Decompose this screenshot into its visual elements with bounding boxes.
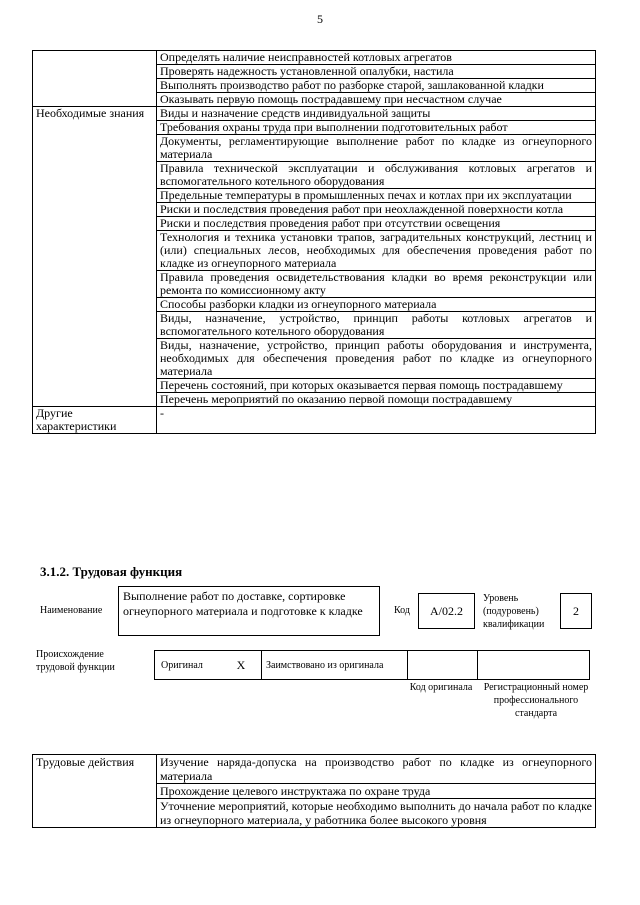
reg-number-cell [477,651,590,679]
row-label: Необходимые знания [33,107,157,407]
origin-row [154,650,590,680]
function-name: Выполнение работ по доставке, сортировке огнеупорного материала и подготовке к кладке [118,586,380,636]
row-text: Технология и техника установки трапов, заградительных конструкций, лестниц и (или) специальных лесов, необходимых для обеспечения проведения работ по кладке из огнеупорного материала [157,231,596,271]
row-text: Виды, назначение, устройство, принцип работы оборудования и инструмента, необходимых для обеспечения проведения работ по кладке из огнеупорного материала [157,339,596,379]
row-text: Требования охраны труда при выполнении подготовительных работ [157,121,596,135]
row-text: Документы, регламентирующие выполнение работ по кладке из огнеупорного материала [157,135,596,162]
actions-table [32,754,596,828]
borrowed-label: Заимствовано из оригинала [261,651,407,679]
row-text: Способы разборки кладки из огнеупорного материала [157,298,596,312]
page-number: 5 [317,12,323,26]
table-row [33,407,596,434]
code-value: А/02.2 [418,593,475,629]
row-text: Проверять надежность установленной опалубки, настила [157,65,596,79]
section-title: 3.1.2. Трудовая функция [40,564,183,579]
row-text: Виды и назначение средств индивидуальной защиты [157,107,596,121]
name-label: Наименование [40,605,103,616]
code-original-cell [407,651,478,679]
reg-number-caption: Регистрационный номер профессионального стандарта [483,682,589,719]
row-label: Другие характеристики [33,407,157,434]
code-original-caption: Код оригинала [409,682,473,693]
original-label: Оригинал [161,659,203,671]
origin-label: Происхождение трудовой функции [36,649,115,673]
action-text: Уточнение мероприятий, которые необходимо выполнить до начала работ по кладке из огнеупорного материала, у работника более высокого уровня [157,799,596,828]
row-text: Определять наличие неисправностей котловых агрегатов [157,51,596,65]
row-text: Перечень мероприятий по оказанию первой помощи пострадавшему [157,393,596,407]
row-text: - [157,407,596,434]
level-label: Уровень (подуровень) квалификации [483,593,545,630]
table-row [33,755,596,784]
row-text: Выполнять производство работ по разборке старой, зашлакованной кладки [157,79,596,93]
row-text: Риски и последствия проведения работ при неохлажденной поверхности котла [157,203,596,217]
row-text: Оказывать первую помощь пострадавшему при несчастном случае [157,93,596,107]
actions-label: Трудовые действия [33,755,157,828]
action-text: Прохождение целевого инструктажа по охране труда [157,784,596,799]
row-text: Правила технической эксплуатации и обслуживания котловых агрегатов и вспомогательного котельного оборудования [157,162,596,189]
level-value: 2 [560,593,592,629]
original-mark: X [236,657,246,672]
row-text: Правила проведения освидетельствования кладки во время реконструкции или ремонта по комиссионному акту [157,271,596,298]
table-row [33,107,596,121]
code-label: Код [394,605,410,616]
requirements-table [32,50,596,434]
action-text: Изучение наряда-допуска на производство работ по кладке из огнеупорного материала [157,755,596,784]
row-text: Предельные температуры в промышленных печах и котлах при их эксплуатации [157,189,596,203]
row-label [33,51,157,107]
row-text: Перечень состояний, при которых оказывается первая помощь пострадавшему [157,379,596,393]
table-row [33,51,596,65]
row-text: Риски и последствия проведения работ при отсутствии освещения [157,217,596,231]
row-text: Виды, назначение, устройство, принцип работы котловых агрегатов и вспомогательного котельного оборудования [157,312,596,339]
